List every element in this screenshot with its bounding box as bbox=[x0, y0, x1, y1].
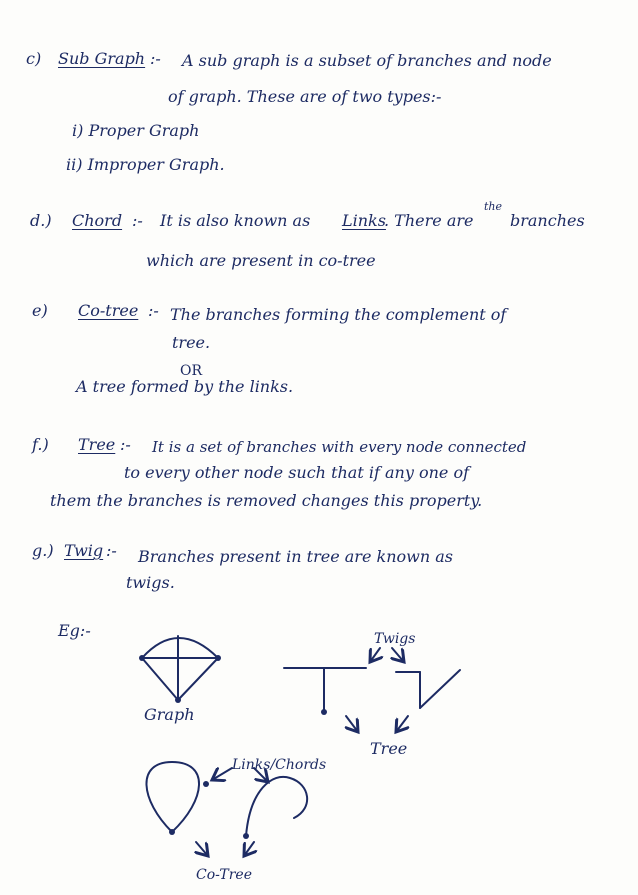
cotree-label: Co-Tree bbox=[196, 867, 252, 883]
section-g-line1: Branches present in tree are known as bbox=[138, 547, 453, 566]
links-arrow-left bbox=[212, 768, 232, 780]
section-e-or: OR bbox=[180, 363, 203, 379]
twig-figure bbox=[396, 670, 460, 708]
section-c-item-2: ii) Improper Graph. bbox=[66, 155, 225, 174]
section-d-line1-a: It is also known as bbox=[160, 211, 311, 230]
section-e-line3: A tree formed by the links. bbox=[76, 377, 294, 396]
section-e-term: Co-tree bbox=[78, 301, 139, 320]
section-c-label: c) bbox=[26, 49, 42, 68]
section-c-term: Sub Graph bbox=[58, 49, 146, 68]
section-f-line2: to every other node such that if any one of bbox=[124, 463, 469, 482]
section-f-term: Tree bbox=[78, 435, 116, 454]
cotree-loop-figure bbox=[146, 762, 209, 835]
section-e-label: e) bbox=[32, 301, 48, 320]
section-d-sep: :- bbox=[132, 211, 143, 230]
tree-label: Tree bbox=[370, 739, 408, 758]
cotree-hook-figure bbox=[243, 777, 307, 839]
section-f-line1: It is a set of branches with every node connected bbox=[152, 438, 527, 456]
tree-figure bbox=[284, 668, 366, 715]
section-c-line2: of graph. These are of two types:- bbox=[168, 87, 442, 106]
twigs-arrow-right bbox=[392, 648, 404, 662]
tree-arrow-right bbox=[396, 716, 408, 732]
cotree-arrow-left bbox=[196, 842, 208, 856]
section-d-term: Chord bbox=[72, 211, 123, 230]
section-e-sep: :- bbox=[148, 301, 159, 320]
section-e-line1: The branches forming the complement of bbox=[170, 305, 507, 324]
example-label: Eg:- bbox=[58, 621, 91, 640]
section-f-label: f.) bbox=[32, 435, 49, 454]
section-e-line2: tree. bbox=[172, 333, 211, 352]
section-g-label: g.) bbox=[32, 541, 54, 560]
section-d-links: Links bbox=[342, 211, 386, 230]
section-d-line1-c: . There are bbox=[384, 211, 474, 230]
section-g-sep: :- bbox=[106, 541, 117, 560]
section-c-sep: :- bbox=[150, 49, 161, 68]
graph-label: Graph bbox=[144, 705, 195, 724]
section-c-line1: A sub graph is a subset of branches and node bbox=[182, 51, 552, 70]
section-d-line2: which are present in co-tree bbox=[146, 251, 376, 270]
section-f-line3: them the branches is removed changes this property. bbox=[50, 491, 483, 510]
section-d-insert: the bbox=[484, 200, 503, 213]
section-g-term: Twig bbox=[64, 541, 104, 560]
section-d-line1-d: branches bbox=[510, 211, 585, 230]
twigs-arrow-left bbox=[370, 648, 380, 662]
links-chords-label: Links/Chords bbox=[232, 757, 327, 773]
section-g-line2: twigs. bbox=[126, 573, 175, 592]
tree-arrow-left bbox=[346, 716, 358, 732]
cotree-arrow-right bbox=[244, 842, 254, 856]
graph-figure bbox=[139, 636, 221, 703]
section-c-item-1: i) Proper Graph bbox=[72, 121, 200, 140]
section-d-label: d.) bbox=[30, 211, 52, 230]
section-f-sep: :- bbox=[120, 435, 131, 454]
twigs-label: Twigs bbox=[374, 631, 416, 647]
